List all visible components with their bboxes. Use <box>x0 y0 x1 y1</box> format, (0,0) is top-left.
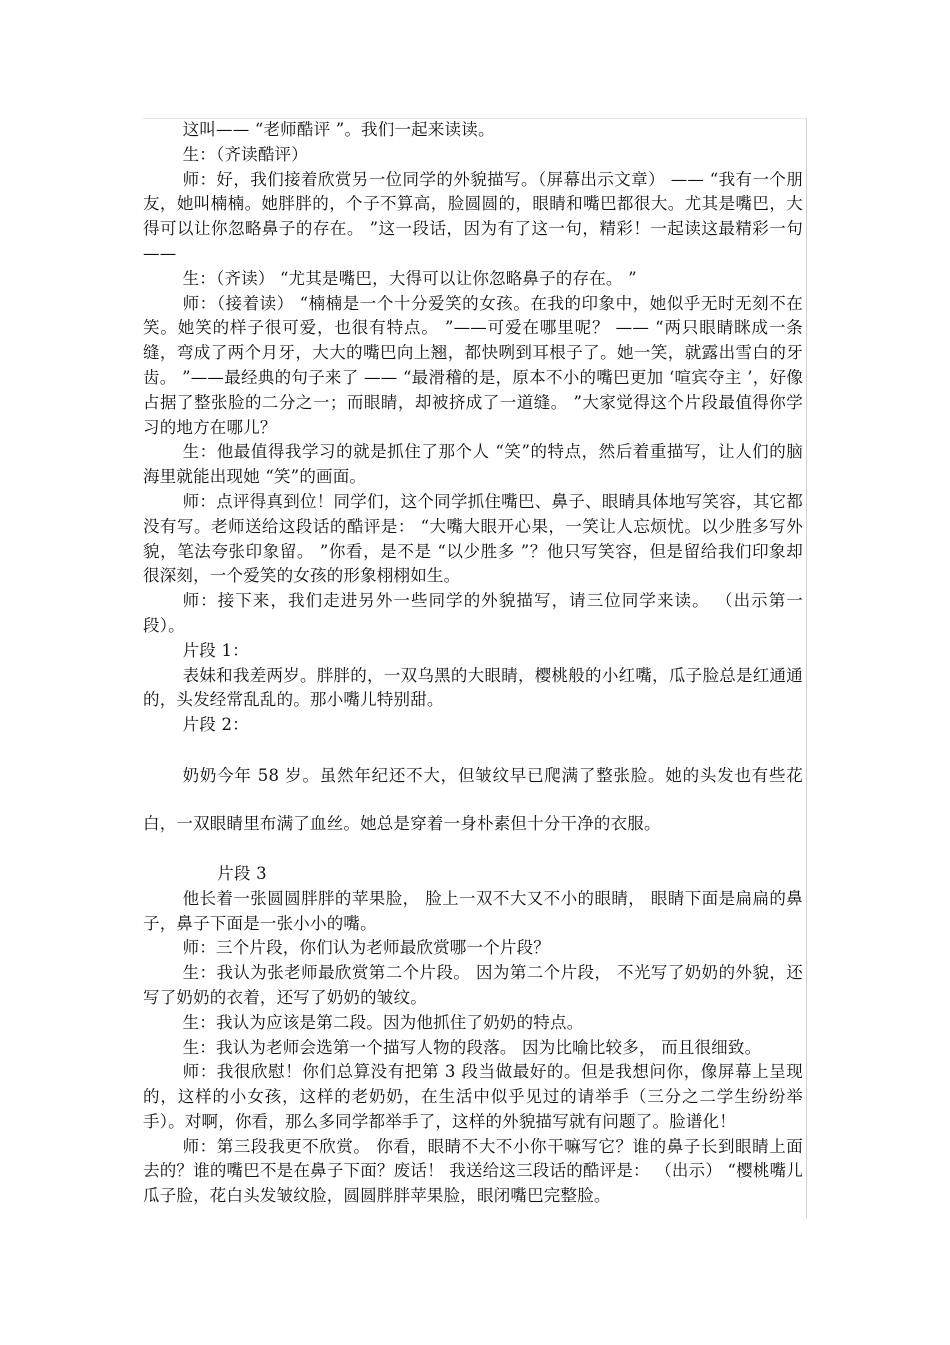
paragraph: 师：接下来，我们走进另外一些同学的外貌描写，请三位同学来读。 （出示第一段）。 <box>143 591 803 635</box>
fragment-text: 奶奶今年 58 岁。虽然年纪还不大，但皱纹早已爬满了整张脸。她的头发也有些花白，一双眼睛里布满了血丝。她总是穿着一身朴素但十分干净的衣服。 <box>143 765 803 833</box>
paragraph: 生：（齐读） “尤其是嘴巴，大得可以让你忽略鼻子的存在。 ” <box>182 268 637 288</box>
document-body <box>143 118 803 1209</box>
fragment-label: 片段 1： <box>182 640 249 660</box>
paragraph: 师：第三段我更不欣赏。 你看，眼睛不大不小你干嘛写它？谁的鼻子长到眼睛上面去的？谁的嘴巴不是在鼻子下面？废话！ 我送给这三段话的酷评是： （出示） “樱桃嘴儿瓜子脸，花白头发皱纹脸，圆圆胖胖苹果脸，眼闭嘴巴完整脸。 <box>143 1136 803 1206</box>
fragment-label: 片段 2： <box>182 715 249 735</box>
fragment-text: 表妹和我差两岁。胖胖的，一双乌黑的大眼睛，樱桃般的小红嘴，瓜子脸总是红通通的，头发经常乱乱的。那小嘴儿特别甜。 <box>143 665 803 710</box>
paragraph: 这叫—— “老师酷评 ”。我们一起来读读。 <box>182 120 495 139</box>
fragment-text: 他长着一张圆圆胖胖的苹果脸， 脸上一双不大又不小的眼睛， 眼睛下面是扁扁的鼻子，鼻子下面是一张小小的嘴。 <box>143 888 803 933</box>
paragraph: 生：（齐读酷评） <box>182 144 308 164</box>
paragraph: 生：我认为张老师最欣赏第二个片段。 因为第二个片段， 不光写了奶奶的外貌，还写了奶奶的衣着，还写了奶奶的皱纹。 <box>143 963 803 1007</box>
paragraph: 生：我认为老师会选第一个描写人物的段落。 因为比喻比较多， 而且很细致。 <box>182 1037 762 1057</box>
paragraph: 师：点评得真到位！同学们，这个同学抓住嘴巴、鼻子、眼睛具体地写笑容，其它都没有写。老师送给这段话的酷评是： “大嘴大眼开心果，一笑让人忘烦忧。以少胜多写外貌，笔法夸张印象留。 ”你看，是不是 “以少胜多 ”？他只写笑容，但是留给我们印象却很深刻，一个爱笑的女孩的形象栩栩如生。 <box>143 491 803 586</box>
paragraph: 师：三个片段，你们认为老师最欣赏哪一个片段？ <box>182 938 550 958</box>
paragraph: 师：我很欣慰！你们总算没有把第 3 段当做最好的。但是我想问你，像屏幕上呈现的，这样的小女孩，这样的老奶奶，在生活中似乎见过的请举手（三分之二学生纷纷举手）。对啊，你看，那么多同学都举手了，这样的外貌描写就有问题了。脸谱化！ <box>143 1062 803 1131</box>
paragraph: 师：（接着读） “楠楠是一个十分爱笑的女孩。在我的印象中，她似乎无时无刻不在笑。她笑的样子很可爱，也很有特点。 ”——可爱在哪里呢？ —— “两只眼睛眯成一条缝，弯成了两个月牙，大大的嘴巴向上翘，都快咧到耳根子了。她一笑，就露出雪白的牙齿。 ”——最经典的句子来了 —— “最滑稽的是，原本不小的嘴巴更加 ‘喧宾夺主 ’，好像占据了整张脸的二分之一；而眼睛，却被挤成了一道缝。 ”大家觉得这个片段最值得你学习的地方在哪儿？ <box>143 293 803 437</box>
paragraph: 师：好，我们接着欣赏另一位同学的外貌描写。（屏幕出示文章） —— “我有一个朋友，她叫楠楠。她胖胖的，个子不算高，脸圆圆的，眼睛和嘴巴都很大。尤其是嘴巴，大得可以让你忽略鼻子的存在。 ”这一段话，因为有了这一句，精彩！一起读这最精彩一句 —— <box>143 169 803 263</box>
fragment-label: 片段 3 <box>217 863 267 883</box>
paragraph: 生：我认为应该是第二段。因为他抓住了奶奶的特点。 <box>182 1012 584 1032</box>
paragraph: 生：他最值得我学习的就是抓住了那个人 “笑”的特点，然后着重描写，让人们的脑海里就能出现她 “笑”的画面。 <box>143 442 803 487</box>
